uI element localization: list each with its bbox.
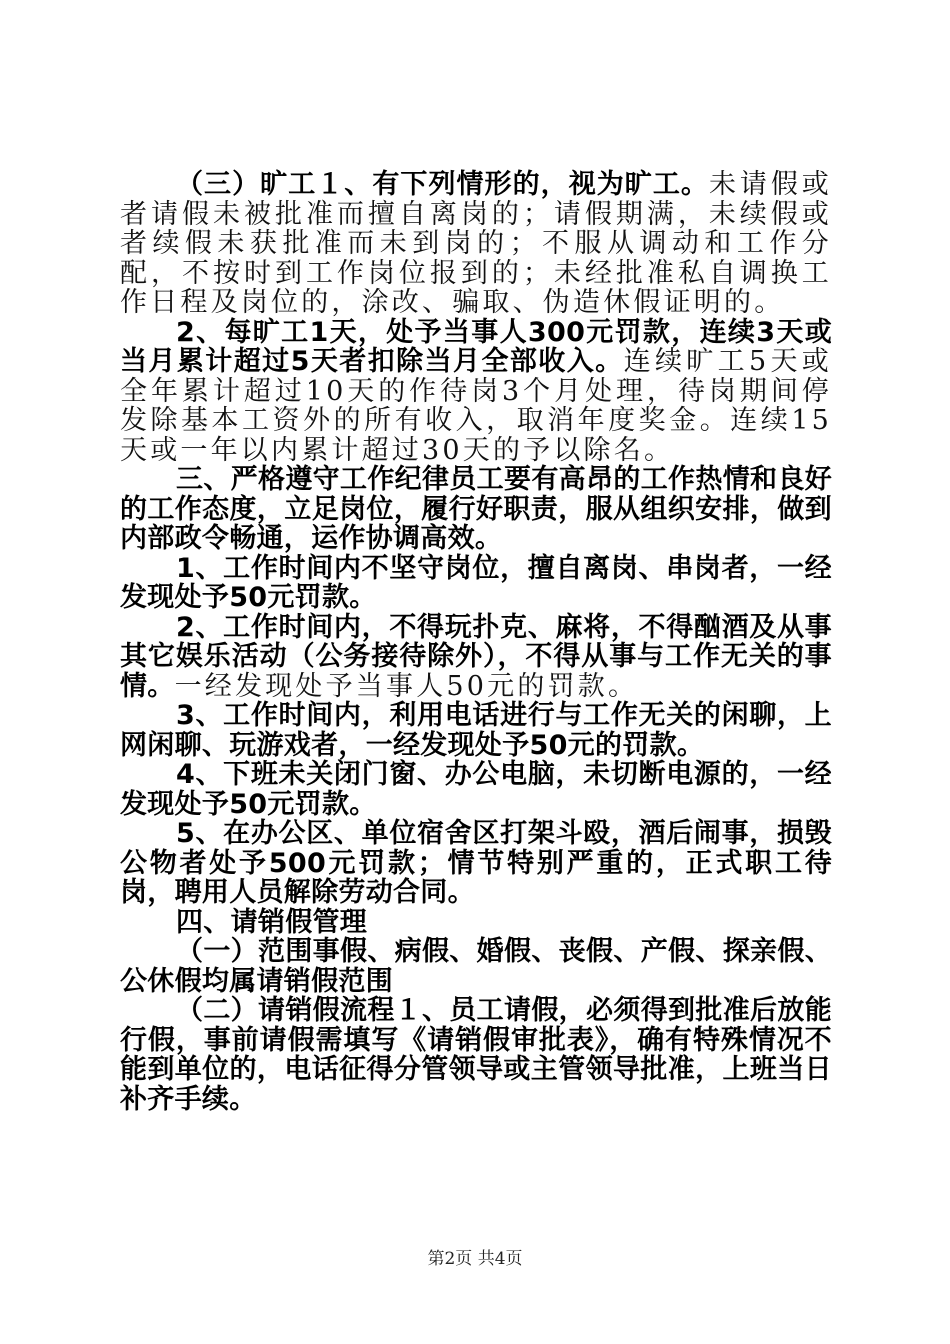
section-heading-leave-management: 四、请销假管理 (176, 906, 368, 938)
paragraph-absenteeism-definition: （三）旷工１、有下列情形的，视为旷工。未请假或者请假未被批准而擅自离岗的；请假期满，未续假或者续假未获批准而未到岗的；不服从调动和工作分配，不按时到工作岗位报到的；未经批准私自调换工作日程及岗位的，涂改、骗取、伪造休假证明的。 (120, 169, 832, 318)
paragraph-rule-1: 1、工作时间内不坚守岗位，擅自离岗、串岗者，一经发现处予50元罚款。 (120, 552, 832, 613)
page-number: 第2页 共4页 (427, 1249, 523, 1269)
paragraph-absenteeism-penalty: 2、每旷工1天，处予当事人300元罚款，连续3天或当月累计超过5天者扣除当月全部收入。连续旷工5天或全年累计超过10天的作待岗3个月处理，待岗期间停发除基本工资外的所有收入，取消年度奖金。连续15天或一年以内累计超过30天的予以除名。 (120, 316, 833, 466)
paragraph-rule-2: 2、工作时间内，不得玩扑克、麻将，不得酗酒及从事其它娱乐活动（公务接待除外），不得从事与工作无关的事情。一经发现处予当事人50元的罚款。 (120, 611, 832, 702)
paragraph-leave-scope: （一）范围事假、病假、婚假、丧假、产假、探亲假、公休假均属请销假范围 (120, 936, 832, 997)
paragraph-leave-process: （二）请销假流程１、员工请假，必须得到批准后放能行假，事前请假需填写《请销假审批表》，确有特殊情况不能到单位的，电话征得分管领导或主管领导批准，上班当日补齐手续。 (120, 995, 832, 1115)
document-body (120, 170, 832, 1114)
paragraph-rule-5: 5、在办公区、单位宿舍区打架斗殴，酒后闹事，损毁公物者处予500元罚款；情节特别严重的，正式职工待岗，聘用人员解除劳动合同。 (120, 818, 832, 908)
paragraph-work-discipline: 三、严格遵守工作纪律员工要有高昂的工作热情和良好的工作态度，立足岗位，履行好职责，服从组织安排，做到内部政令畅通，运作协调高效。 (120, 464, 832, 554)
paragraph-rule-3: 3、工作时间内，利用电话进行与工作无关的闲聊，上网闲聊、玩游戏者，一经发现处予50元的罚款。 (120, 700, 832, 761)
paragraph-rule-4: 4、下班未关闭门窗、办公电脑，未切断电源的，一经发现处予50元罚款。 (120, 759, 832, 820)
page-footer (0, 1244, 950, 1269)
